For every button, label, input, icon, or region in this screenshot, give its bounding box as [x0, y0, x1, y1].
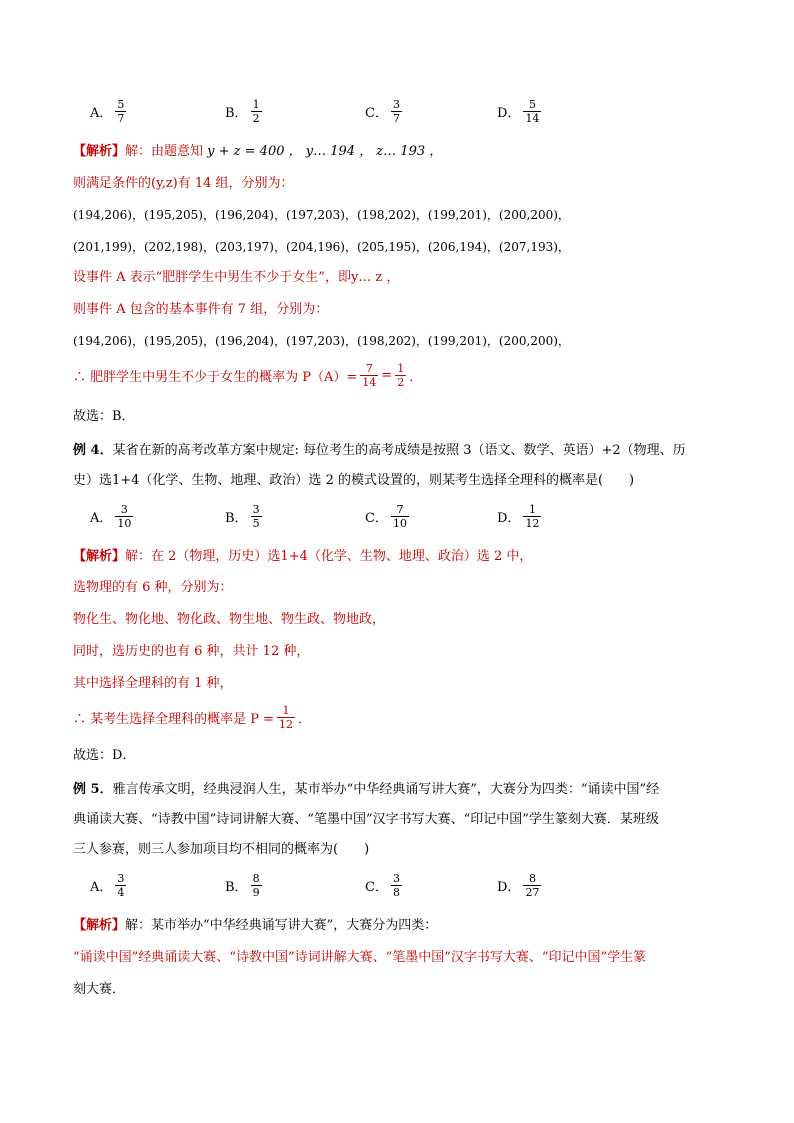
- option-letter: B．: [225, 880, 248, 895]
- fraction: [277, 704, 295, 731]
- denominator: 8: [392, 886, 400, 899]
- denominator: 14: [362, 376, 377, 389]
- solution-line: 刻大赛．: [73, 982, 126, 997]
- question-line: 典诵读大赛、“诗教中国”诗词讲解大赛、“笔墨中国”汉字书写大赛、“印记中国”学生篆刻大赛．某班级: [73, 812, 659, 827]
- option-letter: A．: [90, 880, 113, 895]
- denominator: 12: [525, 517, 540, 530]
- q4-option-d: [497, 503, 544, 530]
- numerator: 3: [392, 98, 400, 111]
- q4-option-b: [225, 503, 265, 530]
- option-letter: C．: [365, 511, 388, 526]
- solution-line: (194,206)，(195,205)，(196,204)，(197,203)，(198,202)，(199,201)，(200,200)，: [73, 334, 570, 348]
- denominator: 2: [397, 376, 405, 389]
- denominator: 12: [279, 718, 294, 731]
- question-text: 雅言传承文明，经典浸润人生，某市举办“中华经典诵写讲大赛”，大赛分为四类：“诵读中国”经: [112, 782, 660, 797]
- question-line: 史）选1+4（化学、生物、地理、政治）选 2 的模式设置的，则某考生选择全理科的概率是( ): [73, 473, 635, 488]
- numerator: 1: [528, 503, 536, 516]
- question-prefix: 例 5．: [73, 782, 113, 797]
- question-text: 某省在新的高考改革方案中规定: 每位考生的高考成绩是按照 3（语文、数学、英语）+2（物理、历: [112, 443, 686, 458]
- solution-line: 则满足条件的(y,z)有 14 组，分别为：: [73, 176, 294, 191]
- fraction: [395, 362, 406, 389]
- q4-option-a: [90, 503, 136, 530]
- solution-line: [73, 916, 437, 936]
- fraction: [251, 872, 262, 899]
- probability-line: [73, 704, 311, 731]
- q3-option-d: [497, 98, 544, 125]
- numerator: 7: [396, 503, 404, 516]
- q5-option-a: [90, 872, 129, 899]
- q5-option-c: [365, 872, 405, 899]
- analysis-tag: 【解析】: [73, 549, 126, 564]
- solution-line: “诵读中国”经典诵读大赛、“诗教中国”诗词讲解大赛、“笔墨中国”汉字书写大赛、“印记中国”学生篆: [73, 950, 647, 965]
- option-letter: A．: [90, 106, 113, 121]
- solution-line: [73, 142, 442, 162]
- fraction: [523, 872, 541, 899]
- numerator: 1: [397, 362, 405, 375]
- option-letter: D．: [497, 511, 521, 526]
- question-prefix: 例 4．: [73, 443, 113, 458]
- fraction: [360, 362, 378, 389]
- answer-line: 故选：B．: [73, 409, 135, 424]
- fraction: [251, 503, 262, 530]
- fraction: [523, 503, 541, 530]
- denominator: 4: [117, 886, 125, 899]
- solution-text: ∴ 肥胖学生中男生不少于女生的概率为 P（A）=: [73, 370, 358, 385]
- solution-line: 其中选择全理科的有 1 种，: [73, 676, 233, 691]
- numerator: 7: [365, 362, 373, 375]
- q5-option-d: [497, 872, 544, 899]
- fraction: [115, 98, 126, 125]
- analysis-tag: 【解析】: [73, 144, 126, 159]
- numerator: 8: [528, 872, 536, 885]
- question-line: [73, 441, 686, 461]
- denominator: 9: [252, 886, 260, 899]
- denominator: 10: [392, 517, 407, 530]
- numerator: 8: [252, 872, 260, 885]
- denominator: 7: [392, 112, 400, 125]
- question-line: 三人参赛，则三人参加项目均不相同的概率为( ): [73, 842, 370, 857]
- option-letter: A．: [90, 511, 113, 526]
- analysis-tag: 【解析】: [73, 918, 126, 933]
- q3-option-b: [225, 98, 265, 125]
- answer-line: 故选：D．: [73, 748, 136, 763]
- denominator: 2: [252, 112, 260, 125]
- q3-option-c: [365, 98, 405, 125]
- solution-text: 解：由题意知: [125, 144, 204, 159]
- fraction: [523, 98, 541, 125]
- option-letter: C．: [365, 880, 388, 895]
- option-letter: D．: [497, 106, 521, 121]
- denominator: 5: [252, 517, 260, 530]
- solution-line: 物化生、物化地、物化政、物生地、物生政、物地政，: [73, 612, 386, 627]
- denominator: 27: [525, 886, 540, 899]
- solution-text: ∴ 某考生选择全理科的概率是 P =: [73, 712, 275, 727]
- option-letter: D．: [497, 880, 521, 895]
- numerator: 3: [120, 503, 128, 516]
- numerator: 1: [282, 704, 290, 717]
- math-expression: y + z = 400 ， y… 194 ， z… 193 ，: [207, 144, 443, 159]
- solution-line: 同时，选历史的也有 6 种，共计 12 种，: [73, 644, 310, 659]
- solution-text: 解：某市举办“中华经典诵写讲大赛”，大赛分为四类：: [125, 918, 438, 933]
- numerator: 3: [392, 872, 400, 885]
- solution-line: 设事件 A 表示“肥胖学生中男生不少于女生”，即y… z ，: [73, 270, 400, 285]
- denominator: 14: [525, 112, 540, 125]
- period: ．: [409, 370, 423, 385]
- equals-sign: =: [381, 368, 393, 383]
- fraction: [115, 503, 133, 530]
- numerator: 5: [528, 98, 536, 111]
- numerator: 3: [252, 503, 260, 516]
- probability-line: [73, 362, 422, 389]
- solution-line: (201,199)，(202,198)，(203,197)，(204,196)，(205,195)，(206,194)，(207,193)，: [73, 240, 570, 254]
- solution-line: [73, 547, 532, 567]
- fraction: [115, 872, 126, 899]
- question-line: [73, 780, 659, 800]
- option-letter: B．: [225, 106, 248, 121]
- solution-line: (194,206)，(195,205)，(196,204)，(197,203)，(198,202)，(199,201)，(200,200)，: [73, 208, 570, 222]
- fraction: [391, 503, 409, 530]
- numerator: 1: [252, 98, 260, 111]
- q5-option-b: [225, 872, 265, 899]
- numerator: 5: [117, 98, 125, 111]
- numerator: 3: [117, 872, 125, 885]
- solution-line: 选物理的有 6 种，分别为：: [73, 580, 233, 595]
- denominator: 7: [117, 112, 125, 125]
- option-letter: B．: [225, 511, 248, 526]
- q4-option-c: [365, 503, 412, 530]
- solution-line: 则事件 A 包含的基本事件有 7 组，分别为：: [73, 302, 329, 317]
- solution-text: 解：在 2（物理，历史）选1+4（化学、生物、地理、政治）选 2 中，: [125, 549, 533, 564]
- fraction: [251, 98, 262, 125]
- option-letter: C．: [365, 106, 388, 121]
- q3-option-a: [90, 98, 129, 125]
- fraction: [391, 98, 402, 125]
- period: ．: [298, 712, 312, 727]
- denominator: 10: [117, 517, 132, 530]
- fraction: [391, 872, 402, 899]
